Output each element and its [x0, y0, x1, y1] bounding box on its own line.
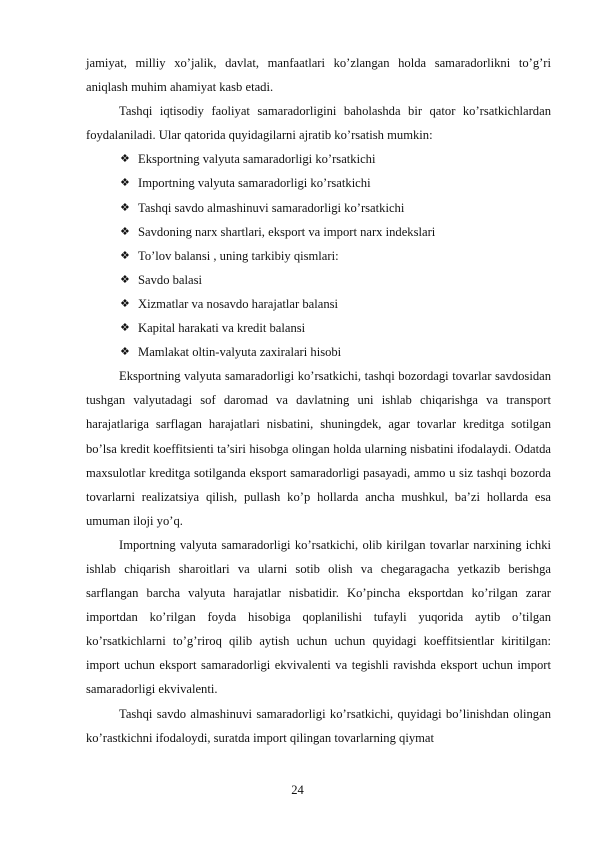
- list-item-text: To’lov balansi , uning tarkibiy qismlari:: [138, 248, 339, 263]
- paragraph-trade-exchange-efficiency: Tashqi savdo almashinuvi samaradorligi ko’rsatkichi, quyidagi bo’linishdan olingan ko’rastkichni ifodaloydi, suratda import qilingan tovarlarning qiymat: [86, 706, 551, 745]
- list-item: [86, 196, 551, 220]
- diamond-bullet-icon: ❖: [120, 225, 130, 238]
- list-item-text: Tashqi savdo almashinuvi samaradorligi ko’rsatkichi: [138, 200, 405, 215]
- list-item: [86, 268, 551, 292]
- diamond-bullet-icon: ❖: [120, 322, 130, 335]
- diamond-bullet-icon: ❖: [120, 177, 130, 190]
- list-item: [86, 340, 551, 364]
- list-item-text: Kapital harakati va kredit balansi: [138, 321, 306, 336]
- list-item-text: Savdo balasi: [138, 272, 203, 287]
- diamond-bullet-icon: ❖: [120, 346, 130, 359]
- list-item-text: Importning valyuta samaradorligi ko’rsatkichi: [138, 176, 371, 191]
- paragraph-indicators-intro: Tashqi iqtisodiy faoliyat samaradorligini baholashda bir qator ko’rsatkichlardan foydalaniladi. Ular qatorida quyidagilarni ajratib ko’rsatish mumkin:: [86, 104, 551, 143]
- list-item-text: Savdoning narx shartlari, eksport va import narx indekslari: [138, 224, 436, 239]
- list-item: [86, 244, 551, 268]
- list-item: [86, 220, 551, 244]
- list-item-text: Mamlakat oltin-valyuta zaxiralari hisobi: [138, 345, 342, 360]
- document-page: [86, 51, 551, 750]
- diamond-bullet-icon: ❖: [120, 297, 130, 310]
- diamond-bullet-icon: ❖: [120, 249, 130, 262]
- list-item-text: Eksportning valyuta samaradorligi ko’rsatkichi: [138, 152, 376, 167]
- list-item-text: Xizmatlar va nosavdo harajatlar balansi: [138, 296, 339, 311]
- list-item: [86, 171, 551, 195]
- paragraph-intro-continuation: jamiyat, milliy xo’jalik, davlat, manfaatlari ko’zlangan holda samaradorlikni to’g’ri aniqlash muhim ahamiyat kasb etadi.: [86, 56, 551, 95]
- diamond-bullet-icon: ❖: [120, 153, 130, 166]
- indicator-list: [86, 147, 551, 364]
- paragraph-export-efficiency: Eksportning valyuta samaradorligi ko’rsatkichi, tashqi bozordagi tovarlar savdosidan tushgan valyutadagi sof daromad va davlatning uni ishlab chiqarishga va transport harajatlariga sarflagan harajatlari nisbatini, shuningdek, agar tovarlar kreditga sotilgan bo’lsa kredit koeffitsienti ta’siri hisobga olingan holda ularning nisbatini ifodalaydi. Odatda maxsulotlar kreditga sotilganda eksport samaradorligi pasayadi, ammo u siz tashqi bozorda tovarlarni realizatsiya qilish, pullash ko’p hollarda ancha mushkul, ba’zi hollarda esa umuman iloji yo’q.: [86, 369, 551, 528]
- paragraph-import-efficiency: Importning valyuta samaradorligi ko’rsatkichi, olib kirilgan tovarlar narxining ichki ishlab chiqarish sharoitlari va ularni sotib olish va chegaragacha yetkazib berishga sarflangan barcha valyuta harajatlar nisbatidir. Ko’pincha eksportdan ko’rilgan zarar importdan ko’rilgan foyda hisobiga qoplanilishi tufayli yuqorida aytib o’tilgan ko’rsatkichlarni to’g’riroq qilib aytish uchun uchun quyidagi koeffitsientlar kiritilgan: import uchun eksport samaradorligi ekvivalenti va tegishli ravishda eksport uchun import samaradorligi ekvivalenti.: [86, 537, 551, 697]
- list-item: [86, 147, 551, 171]
- list-item: [86, 316, 551, 340]
- diamond-bullet-icon: ❖: [120, 273, 130, 286]
- list-item: [86, 292, 551, 316]
- page-number: 24: [291, 783, 304, 797]
- diamond-bullet-icon: ❖: [120, 201, 130, 214]
